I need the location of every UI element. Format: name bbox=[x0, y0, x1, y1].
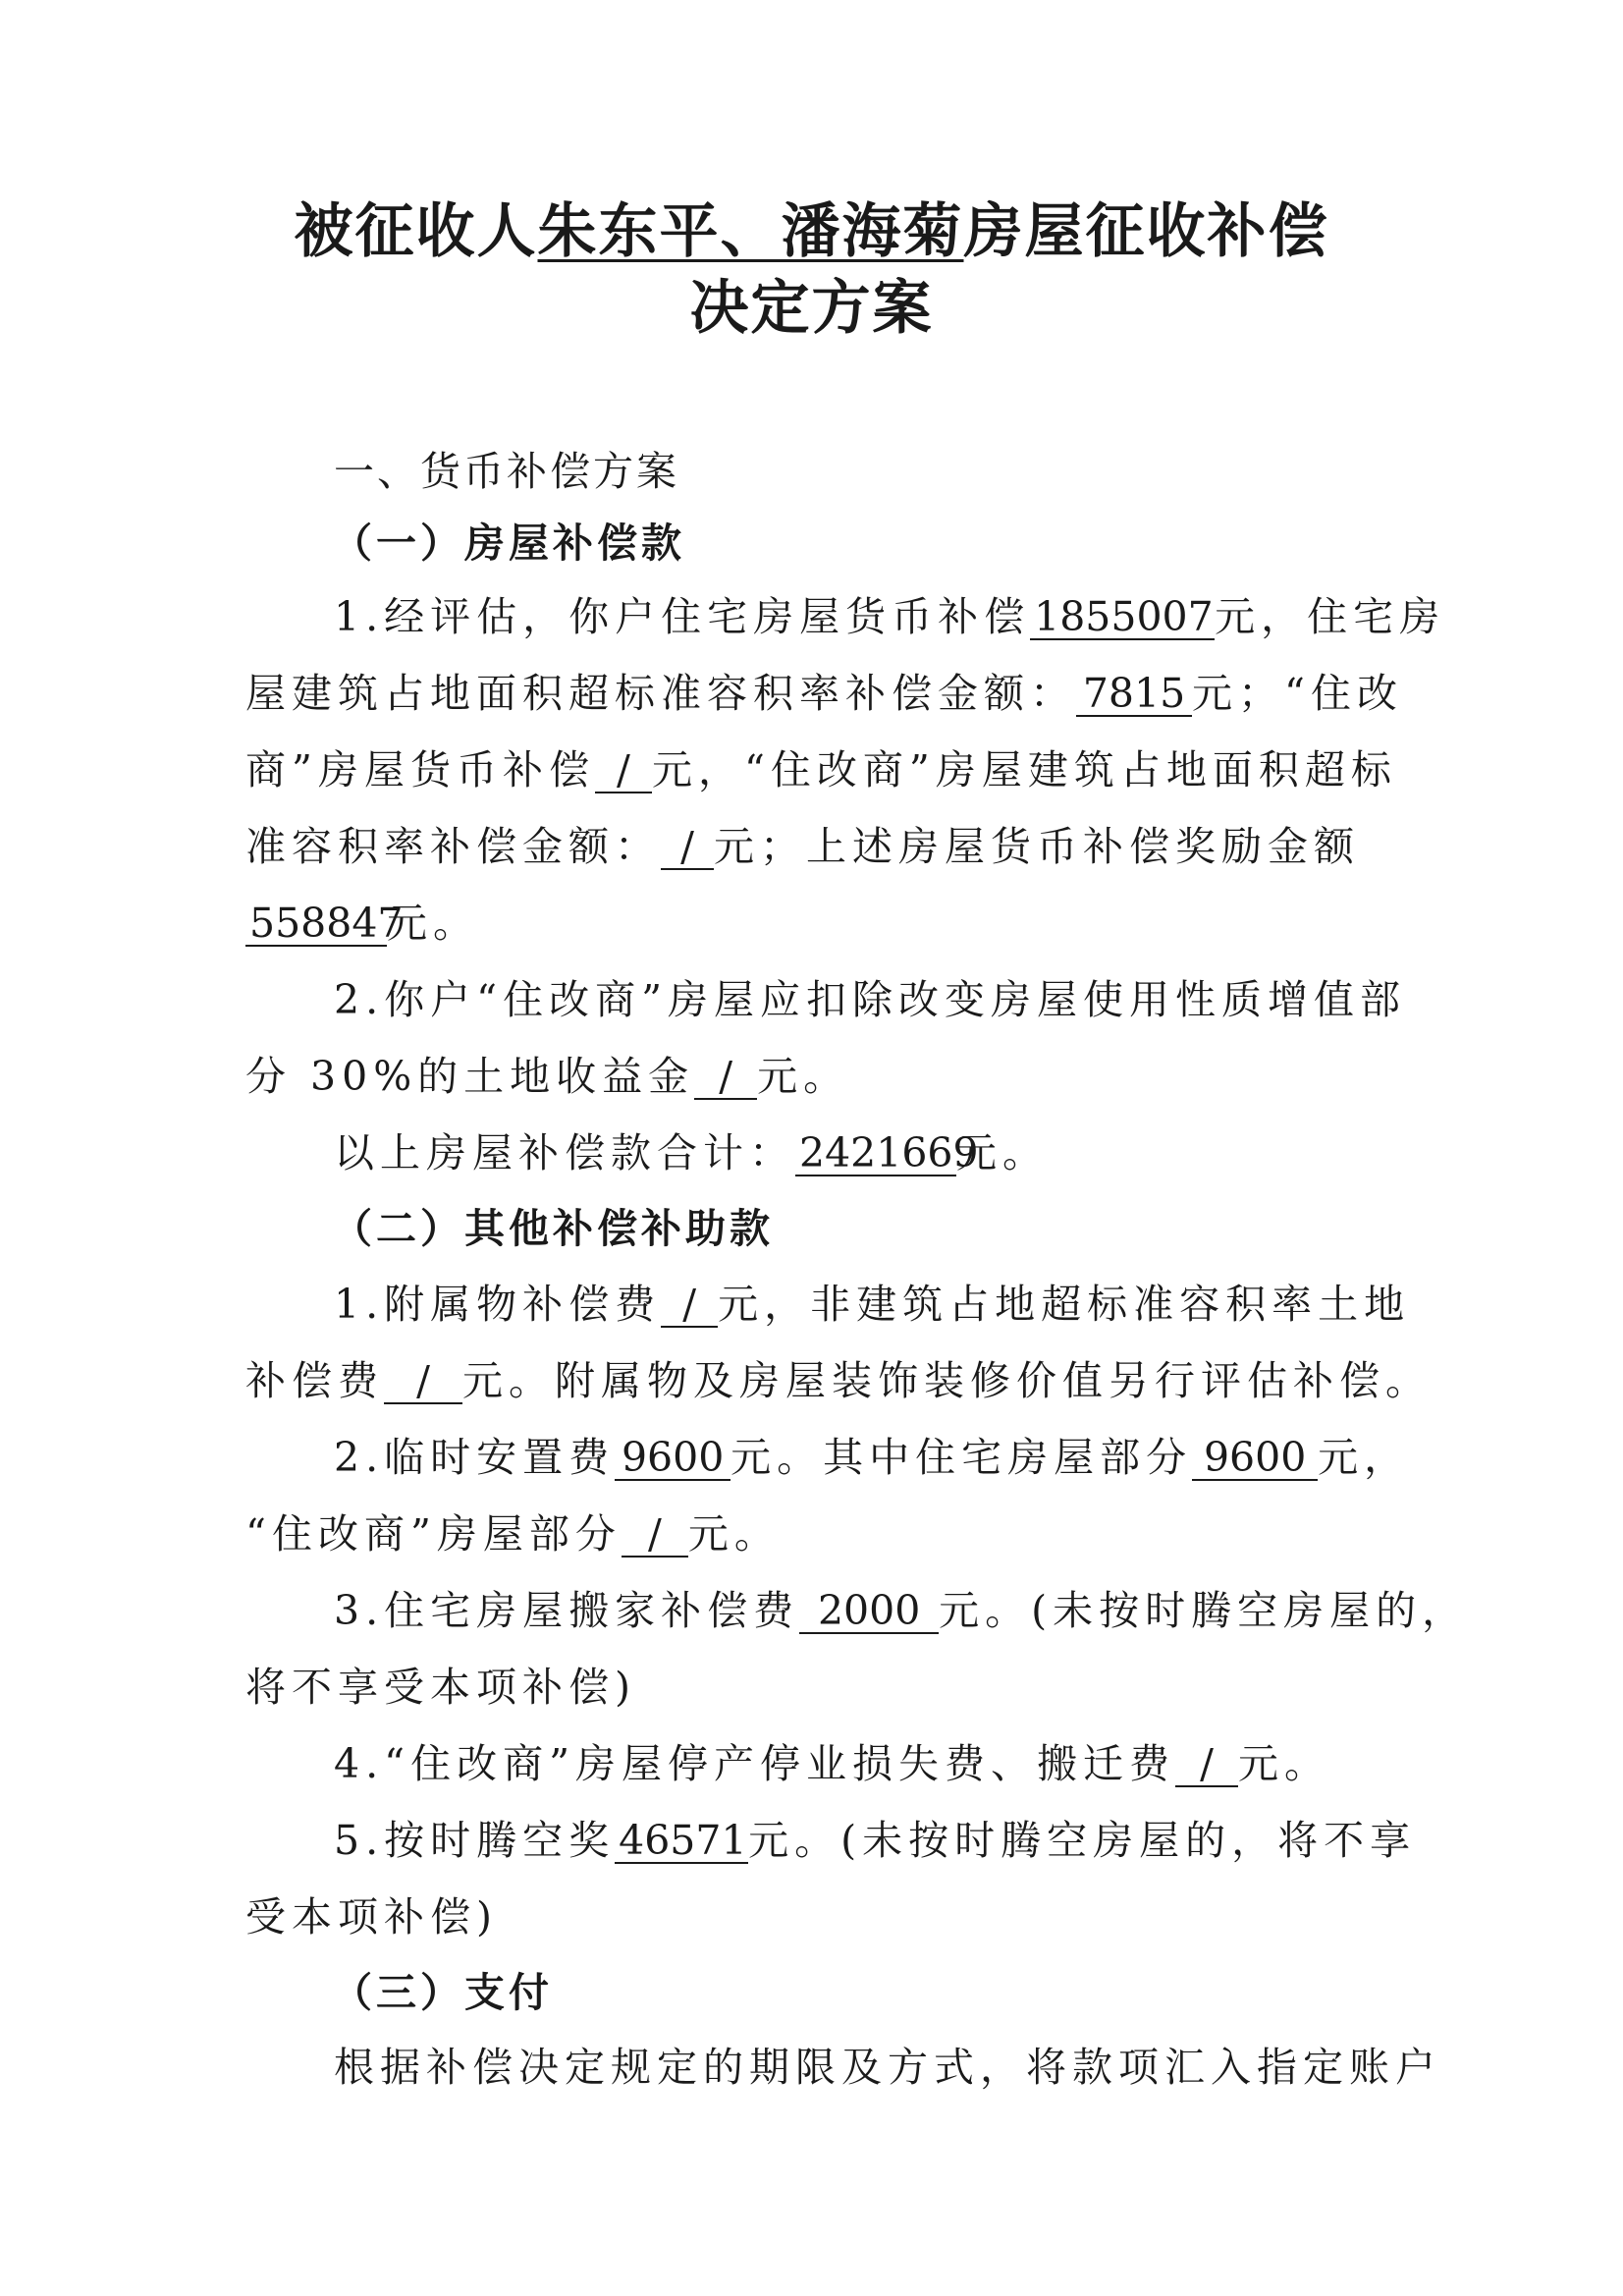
blank-value: 9600 bbox=[615, 1436, 730, 1481]
total-value: 2421669 bbox=[795, 1131, 956, 1176]
paragraph-line bbox=[245, 1052, 849, 1101]
blank-value: / bbox=[384, 1359, 462, 1404]
text-segment: 5.按时腾空奖 bbox=[334, 1817, 616, 1864]
subsection-heading-payment: （三）支付 bbox=[332, 1969, 553, 2016]
paragraph-line bbox=[245, 669, 1403, 718]
blank-value: 7815 bbox=[1076, 672, 1192, 717]
paragraph-line bbox=[334, 1586, 1468, 1635]
paragraph-line bbox=[334, 1739, 1330, 1788]
text-segment: 1.附属物补偿费 bbox=[334, 1281, 662, 1328]
text-segment: 补偿费 bbox=[245, 1357, 384, 1404]
paragraph-line bbox=[334, 592, 1445, 641]
paragraph-line bbox=[245, 745, 1397, 794]
paragraph-line bbox=[334, 1816, 1416, 1865]
text-segment: 元。 bbox=[956, 1129, 1049, 1176]
paragraph-line bbox=[245, 899, 479, 948]
text-segment: 4.“住改商”房屋停产停业损失费、搬迁费 bbox=[334, 1740, 1176, 1787]
text-segment: 2.临时安置费 bbox=[334, 1434, 616, 1481]
text-segment: 元， bbox=[1318, 1434, 1411, 1481]
text-segment: 3.住宅房屋搬家补偿费 bbox=[334, 1587, 800, 1634]
paragraph-line bbox=[334, 1433, 1410, 1482]
text-segment: 受本项补偿) bbox=[245, 1893, 498, 1941]
blank-value: / bbox=[694, 1055, 757, 1100]
text-segment: 元。 bbox=[1238, 1740, 1331, 1787]
text-segment: 元。其中住宅房屋部分 bbox=[730, 1434, 1193, 1481]
text-segment: 元。 bbox=[687, 1510, 781, 1558]
text-segment: 元，住宅房 bbox=[1215, 593, 1446, 640]
text-segment: 2.你户“住改商”房屋应扣除改变房屋使用性质增值部 bbox=[334, 976, 1407, 1023]
paragraph-line bbox=[245, 1892, 498, 1941]
text-segment: 元，非建筑占地超标准容积率土地 bbox=[718, 1281, 1411, 1328]
paragraph-line bbox=[245, 822, 1360, 871]
paragraph-line bbox=[334, 975, 1406, 1024]
document-title-line2: 决定方案 bbox=[689, 274, 934, 343]
title-names: 朱东平、潘海菊 bbox=[537, 197, 964, 266]
text-segment: 1.经评估，你户住宅房屋货币补偿 bbox=[334, 593, 1031, 640]
text-segment: 元。(未按时腾空房屋的，将不享 bbox=[748, 1817, 1417, 1864]
text-segment: “住改商”房屋部分 bbox=[245, 1510, 622, 1558]
blank-value: / bbox=[622, 1512, 688, 1558]
blank-value: / bbox=[661, 1283, 718, 1328]
blank-value: 46571 bbox=[615, 1819, 748, 1864]
title-prefix: 被征收人 bbox=[294, 197, 538, 266]
paragraph-line bbox=[245, 1663, 636, 1712]
text-segment: 屋建筑占地面积超标准容积率补偿金额： bbox=[245, 670, 1076, 717]
blank-value: / bbox=[661, 825, 714, 870]
text-segment: 以上房屋补偿款合计： bbox=[334, 1129, 795, 1176]
blank-value: / bbox=[1175, 1742, 1238, 1787]
text-segment: 元。 bbox=[757, 1053, 850, 1100]
text-segment: 将不享受本项补偿) bbox=[245, 1664, 636, 1711]
paragraph-line bbox=[245, 1509, 781, 1558]
blank-value: 9600 bbox=[1192, 1436, 1318, 1481]
text-segment: 元，“住改商”房屋建筑占地面积超标 bbox=[651, 746, 1397, 793]
text-segment: 商”房屋货币补偿 bbox=[245, 746, 595, 793]
total-line bbox=[334, 1128, 1049, 1177]
text-segment: 元。 bbox=[387, 900, 479, 947]
blank-value: 2000 bbox=[799, 1589, 939, 1634]
text-segment: 分 30%的土地收益金 bbox=[245, 1053, 695, 1100]
paragraph-line bbox=[245, 1356, 1432, 1405]
text-segment: 准容积率补偿金额： bbox=[245, 823, 661, 870]
document-title-line1 bbox=[0, 196, 1623, 267]
paragraph-line bbox=[334, 1280, 1410, 1329]
subsection-heading-other: （二）其他补偿补助款 bbox=[332, 1205, 774, 1252]
text-segment: 元。(未按时腾空房屋的， bbox=[939, 1587, 1469, 1634]
blank-value: 1855007 bbox=[1030, 595, 1215, 640]
text-segment: 元；上述房屋货币补偿奖励金额 bbox=[714, 823, 1360, 870]
text-segment: 元。附属物及房屋装饰装修价值另行评估补偿。 bbox=[462, 1357, 1432, 1404]
title-suffix: 房屋征收补偿 bbox=[963, 197, 1329, 266]
section-heading-currency: 一、货币补偿方案 bbox=[334, 448, 679, 495]
paragraph-line bbox=[334, 2043, 1441, 2092]
text-segment: 元；“住改 bbox=[1192, 670, 1403, 717]
text-segment: 根据补偿决定规定的期限及方式，将款项汇入指定账户 bbox=[334, 2044, 1441, 2091]
blank-value: 558847 bbox=[245, 902, 387, 947]
blank-value: / bbox=[595, 748, 652, 793]
subsection-heading-house: （一）房屋补偿款 bbox=[332, 519, 685, 567]
